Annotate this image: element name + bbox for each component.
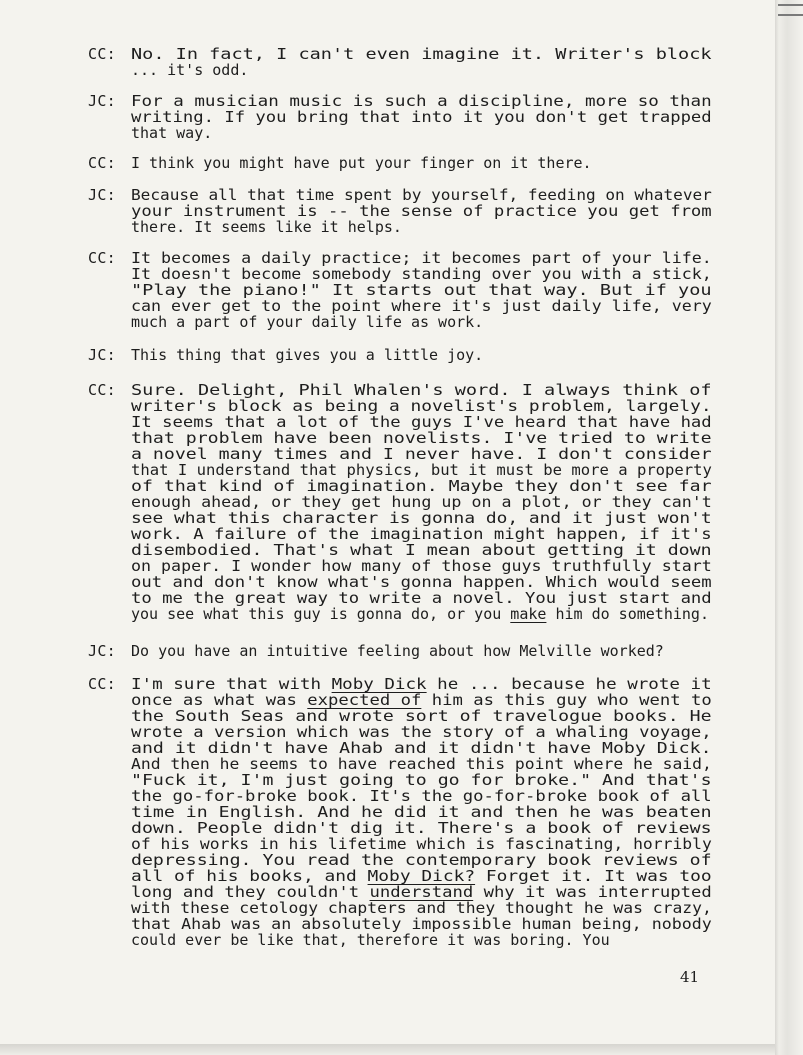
page-edge-line (778, 14, 803, 16)
transcript-line: It doesn't become somebody standing over you with a stick, (131, 265, 712, 283)
transcript-line: much a part of your daily life as work. (131, 313, 484, 331)
transcript-line: It becomes a daily practice; it becomes part of your life. (131, 249, 712, 267)
transcript-line: wrote a version which was the story of a whaling voyage, (131, 723, 712, 741)
transcript-line: I think you might have put your finger on it there. (131, 154, 592, 172)
transcript-line: of his works in his lifetime which is fascinating, horribly (131, 835, 712, 853)
transcript-line: time in English. And he did it and then he was beaten (131, 803, 712, 821)
transcript-line: disembodied. That's what I mean about getting it down (131, 541, 712, 559)
transcript-line: you see what this guy is gonna do, or you make him do something. (131, 605, 709, 623)
transcript-line: ... it's odd. (131, 61, 249, 79)
transcript-line: there. It seems like it helps. (131, 218, 402, 236)
transcript-line: that problem have been novelists. I've tried to write (131, 429, 712, 447)
page-bottom-edge (0, 1044, 775, 1055)
transcript-line: long and they couldn't understand why it was interrupted (131, 883, 712, 901)
transcript-line: "Play the piano!" It starts out that way. But if you (131, 281, 712, 299)
underlined-text: understand (369, 883, 474, 901)
page-number: 41 (680, 968, 700, 986)
transcript-line: out and don't know what's gonna happen. Which would seem (131, 573, 712, 591)
transcript-line: Do you have an intuitive feeling about how Melville worked? (131, 642, 664, 660)
transcript-line: the go-for-broke book. It's the go-for-broke book of all (131, 787, 712, 805)
transcript-line: For a musician music is such a discipline, more so than (131, 92, 712, 110)
transcript-line: Sure. Delight, Phil Whalen's word. I always think of (131, 381, 712, 399)
underlined-text: expected of (307, 691, 422, 709)
speaker-label: CC: (88, 45, 116, 63)
transcript-line: And then he seems to have reached this point where he said, (131, 755, 712, 773)
speaker-label: CC: (88, 675, 116, 693)
transcript-line: I'm sure that with Moby Dick he ... because he wrote it (131, 675, 712, 693)
transcript-line: "Fuck it, I'm just going to go for broke." And that's (131, 771, 712, 789)
transcript-line: down. People didn't dig it. There's a book of reviews (131, 819, 712, 837)
transcript-line: writer's block as being a novelist's problem, largely. (131, 397, 712, 415)
transcript-line: Because all that time spent by yourself, feeding on whatever (131, 186, 712, 204)
transcript-line: to me the great way to write a novel. You just start and (131, 589, 712, 607)
speaker-label: JC: (88, 92, 116, 110)
transcript-line: enough ahead, or they get hung up on a plot, or they can't (131, 493, 712, 511)
transcript-line: No. In fact, I can't even imagine it. Writer's block (131, 45, 712, 63)
transcript-line: could ever be like that, therefore it was boring. You (131, 931, 610, 949)
transcript-line: the South Seas and wrote sort of travelogue books. He (131, 707, 712, 725)
speaker-label: JC: (88, 186, 116, 204)
transcript-line: and it didn't have Ahab and it didn't have Moby Dick. (131, 739, 712, 757)
transcript-line: writing. If you bring that into it you don't get trapped (131, 108, 712, 126)
speaker-label: JC: (88, 346, 116, 364)
transcript-line: all of his books, and Moby Dick? Forget it. It was too (131, 867, 712, 885)
speaker-label: CC: (88, 154, 116, 172)
transcript-line: depressing. You read the contemporary book reviews of (131, 851, 712, 869)
transcript-line: your instrument is -- the sense of practice you get from (131, 202, 712, 220)
transcript-line: that way. (131, 124, 213, 142)
transcript-line: see what this character is gonna do, and it just won't (131, 509, 712, 527)
underlined-text: Moby Dick? (367, 867, 476, 885)
page-edge (775, 0, 803, 1055)
transcript-line: that Ahab was an absolutely impossible human being, nobody (131, 915, 712, 933)
underlined-text: Moby Dick (331, 675, 427, 693)
transcript-line: work. A failure of the imagination might happen, if it's (131, 525, 712, 543)
page-edge-line (778, 4, 803, 6)
transcript-line: can ever get to the point where it's just daily life, very (131, 297, 712, 315)
speaker-label: JC: (88, 642, 116, 660)
transcript-line: This thing that gives you a little joy. (131, 346, 484, 364)
transcript-line: a novel many times and I never have. I don't consider (131, 445, 712, 463)
transcript-line: once as what was expected of him as this guy who went to (131, 691, 712, 709)
speaker-label: CC: (88, 249, 116, 267)
transcript-line: It seems that a lot of the guys I've heard that have had (131, 413, 712, 431)
underlined-text: make (510, 605, 547, 623)
transcript-line: that I understand that physics, but it must be more a property (131, 461, 712, 479)
transcript-line: of that kind of imagination. Maybe they don't see far (131, 477, 712, 495)
transcript-line: on paper. I wonder how many of those guys truthfully start (131, 557, 712, 575)
transcript-line: with these cetology chapters and they thought he was crazy, (131, 899, 712, 917)
speaker-label: CC: (88, 381, 116, 399)
